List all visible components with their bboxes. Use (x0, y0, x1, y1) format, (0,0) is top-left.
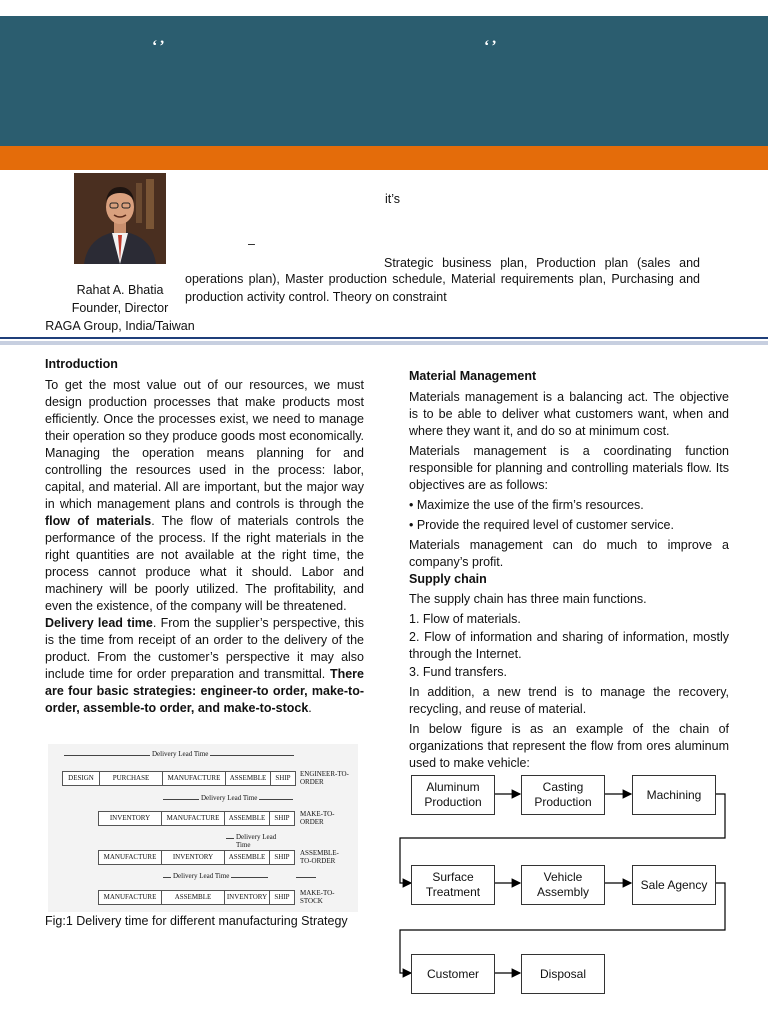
material-management-heading: Material Management (409, 369, 537, 383)
flow-box-surface: Surface Treatment (411, 865, 495, 905)
lead-time-paragraph (45, 615, 364, 717)
flow-box-aluminum: Aluminum Production (411, 775, 495, 815)
flow-box-vehicle: Vehicle Assembly (521, 865, 605, 905)
strategy-figure (48, 744, 358, 912)
sc-list-3: 3. Fund transfers. (409, 665, 507, 679)
cell: ASSEMBLE (224, 850, 269, 865)
abstract-line-1: Strategic business plan, Production plan (sales and (384, 256, 700, 270)
flow-box-sale: Sale Agency (632, 865, 716, 905)
label-line: STOCK (300, 897, 323, 905)
mm-paragraph-2: Materials management is a coordinating function responsible for planning and controlling materials flow. Its objectives are as follows: (409, 444, 729, 492)
label-line: TO-ORDER (300, 857, 336, 865)
strategies-bold: There are four basic strategies: engineer-to order, make-to-order, assemble-to order, and make-to-stock (45, 667, 364, 715)
left-column (45, 356, 364, 717)
right-column (409, 368, 729, 772)
author-org: RAGA Group, India/Taiwan (45, 319, 195, 333)
intro-heading: Introduction (45, 357, 118, 371)
separator-rule (0, 337, 768, 339)
cell: SHIP (269, 890, 295, 905)
strategy-row-assemble-to-order (98, 850, 295, 865)
abstract-line-3: production activity control. Theory on constraint (185, 290, 447, 304)
label-make-to-order (300, 810, 334, 826)
flow-box-casting: Casting Production (521, 775, 605, 815)
flow-box-machining: Machining (632, 775, 716, 815)
label-line: MAKE-TO- (300, 889, 335, 897)
strategy-row-engineer (62, 771, 296, 786)
cell: ASSEMBLE (225, 771, 270, 786)
author-photo (74, 173, 166, 264)
lead-time-text: . From the supplier’s perspective, this is the time from receipt of an order to the delivery of the product. From the customer’s perspective it may also include time for order preparation and transmittal. (45, 616, 364, 681)
label-line: MAKE-TO- (300, 810, 335, 818)
flow-box-customer: Customer (411, 954, 495, 994)
cell: MANUFACTURE (162, 771, 225, 786)
label-line: ORDER (300, 818, 324, 826)
cell: PURCHASE (99, 771, 162, 786)
sc-paragraph-2: In addition, a new trend is to manage the recovery, recycling, and reuse of material. (409, 685, 729, 716)
mm-bullet-2: • Provide the required level of customer service. (409, 518, 674, 532)
header-banner (0, 16, 768, 146)
title-quote-right: ‘’ (484, 38, 499, 55)
intro-text: To get the most value out of our resources, we must design production processes that make products most efficiently. Once the processes exist, we need to manage their operation so they produce goods most economically. Managing the operation means planning for and controlling the resources used in the process: labor, capital, and material. All are important, but the major way in which management plans and controls is through the (45, 378, 364, 511)
mm-paragraph-3: Materials management can do much to improve a company’s profit. (409, 538, 729, 569)
cell: MANUFACTURE (98, 890, 161, 905)
abstract-line-2: operations plan), Master production schedule, Material requirements plan, Purchasing and (185, 272, 700, 286)
mm-paragraph-1: Materials management is a balancing act. The objective is to be able to deliver what customers want, when and where they want it, and do so at minimum cost. (409, 390, 729, 438)
lead-time-heading: Delivery lead time (45, 616, 153, 630)
lead-time-label-3: Delivery Lead Time (234, 833, 294, 849)
lead-time-label-1: Delivery Lead Time (152, 750, 209, 758)
intro-paragraph (45, 377, 364, 615)
strategy-row-make-to-stock (98, 890, 295, 905)
sc-list-2: 2. Flow of information and sharing of information, mostly through the Internet. (409, 630, 729, 661)
orange-stripe (0, 146, 768, 170)
sc-paragraph-1: The supply chain has three main functions. (409, 592, 647, 606)
label-line: ENGINEER-TO- (300, 770, 349, 778)
cell: MANUFACTURE (98, 850, 161, 865)
separator-shadow (0, 341, 768, 345)
cell: INVENTORY (224, 890, 269, 905)
lead-time-label-4: Delivery Lead Time (173, 872, 230, 880)
label-make-to-stock (300, 889, 334, 905)
sc-list-1: 1. Flow of materials. (409, 612, 521, 626)
intro-bold: flow of materials (45, 514, 152, 528)
label-line: ASSEMBLE- (300, 849, 339, 857)
strategy-row-make-to-order (98, 811, 295, 826)
label-engineer-to-order (300, 770, 349, 786)
flow-box-disposal: Disposal (521, 954, 605, 994)
lead-time-end: . (308, 701, 312, 715)
supply-chain-heading: Supply chain (409, 572, 487, 586)
author-photo-illustration (74, 173, 166, 264)
label-line: ORDER (300, 778, 324, 786)
abstract-fragment-1: it’s (385, 192, 401, 206)
author-block (40, 281, 200, 335)
cell: MANUFACTURE (161, 811, 224, 826)
figure-caption: Fig:1 Delivery time for different manufacturing Strategy (45, 914, 348, 928)
label-assemble-to-order (300, 849, 339, 865)
author-role: Founder, Director (71, 301, 169, 315)
mm-bullet-1: • Maximize the use of the firm’s resources. (409, 498, 644, 512)
cell: DESIGN (62, 771, 99, 786)
intro-text-end: . The flow of materials controls the performance of the process. If the right materials in the right quantities are not available at the right time, the process cannot produce what it should. Labor and machinery will be poorly utilized. The profitability, and even the existence, of the company will be threatened. (45, 514, 364, 613)
cell: SHIP (270, 771, 296, 786)
cell: INVENTORY (98, 811, 161, 826)
cell: SHIP (269, 850, 295, 865)
sc-paragraph-3: In below figure is as an example of the chain of organizations that represent the flow from ores aluminum used to make vehicle: (409, 722, 729, 770)
lead-time-label-2: Delivery Lead Time (201, 794, 258, 802)
cell: ASSEMBLE (161, 890, 224, 905)
abstract-fragment-2: – (248, 237, 255, 251)
cell: ASSEMBLE (224, 811, 269, 826)
cell: INVENTORY (161, 850, 224, 865)
author-name: Rahat A. Bhatia (76, 283, 164, 297)
cell: SHIP (269, 811, 295, 826)
title-quote-left: ‘’ (152, 38, 167, 55)
